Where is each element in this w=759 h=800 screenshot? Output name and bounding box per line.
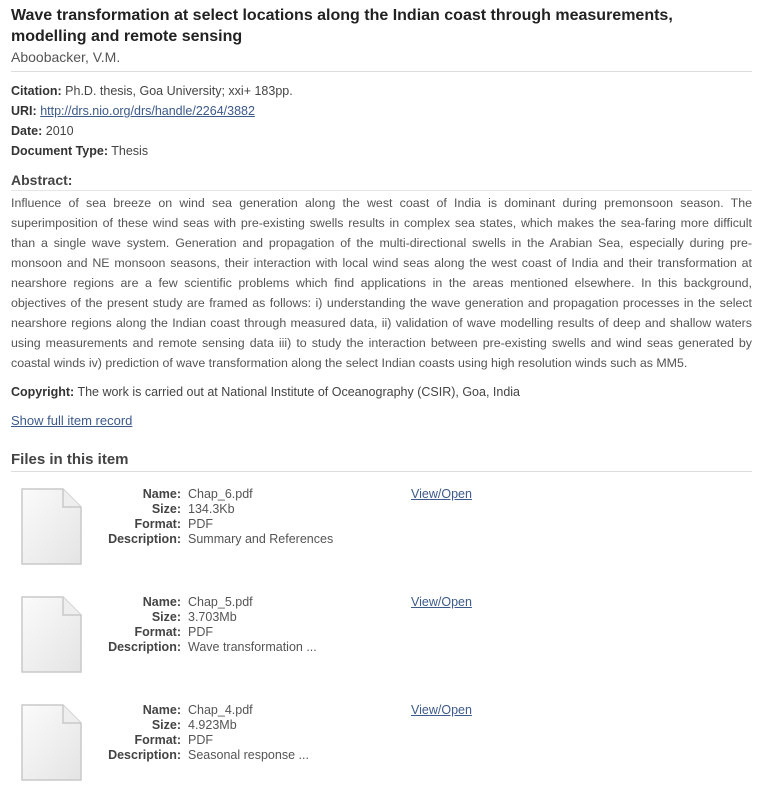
citation-label: Citation: (11, 84, 62, 98)
file-format-label: Format: (134, 517, 181, 531)
title-divider (11, 71, 752, 72)
uri-row (11, 101, 752, 121)
copyright-value: The work is carried out at National Institute of Oceanography (CSIR), Goa, India (77, 385, 521, 399)
file-name-value: Chap_5.pdf (188, 595, 253, 609)
file-description-value: Seasonal response ... (188, 748, 309, 762)
file-details (101, 487, 401, 547)
file-description-label: Description: (108, 640, 181, 654)
file-description-row (101, 748, 401, 763)
file-size-row (101, 718, 401, 733)
file-name-row (101, 487, 401, 502)
uri-link[interactable]: http://drs.nio.org/drs/handle/2264/3882 (40, 104, 255, 118)
file-size-label: Size: (151, 502, 181, 516)
file-description-value: Wave transformation ... (188, 640, 317, 654)
file-description-value: Summary and References (188, 532, 334, 546)
file-item (11, 472, 752, 580)
abstract-heading: Abstract: (11, 172, 73, 188)
file-description-row (101, 532, 401, 547)
file-description-row (101, 640, 401, 655)
item-page (0, 5, 752, 796)
file-format-label: Format: (134, 625, 181, 639)
file-size-value: 134.3Kb (188, 502, 235, 516)
file-size-value: 4.923Mb (188, 718, 237, 732)
date-row (11, 121, 752, 141)
file-size-value: 3.703Mb (188, 610, 237, 624)
file-size-label: Size: (151, 610, 181, 624)
file-name-value: Chap_6.pdf (188, 487, 253, 501)
file-description-label: Description: (108, 748, 181, 762)
file-format-row (101, 733, 401, 748)
file-size-row (101, 502, 401, 517)
file-format-label: Format: (134, 733, 181, 747)
file-description-label: Description: (108, 532, 181, 546)
doctype-label: Document Type: (11, 144, 108, 158)
file-format-value: PDF (188, 517, 213, 531)
file-details (101, 595, 401, 655)
file-list (11, 472, 752, 796)
file-name-label: Name: (142, 595, 181, 609)
file-name-row (101, 703, 401, 718)
abstract-divider (11, 190, 752, 191)
file-format-row (101, 517, 401, 532)
file-size-row (101, 610, 401, 625)
date-label: Date: (11, 124, 43, 138)
date-value: 2010 (45, 124, 74, 138)
item-author: Aboobacker, V.M. (11, 49, 121, 65)
document-file-icon[interactable] (19, 595, 83, 675)
copyright-label: Copyright: (11, 385, 75, 399)
file-item (11, 580, 752, 688)
citation-row (11, 81, 752, 101)
document-file-icon[interactable] (19, 703, 83, 783)
doctype-row (11, 141, 752, 161)
file-name-label: Name: (142, 487, 181, 501)
file-format-row (101, 625, 401, 640)
metadata-block (11, 81, 752, 161)
file-item (11, 688, 752, 796)
copyright-row (11, 382, 752, 402)
file-name-label: Name: (142, 703, 181, 717)
file-details (101, 703, 401, 763)
abstract-text: Influence of sea breeze on wind sea generation along the west coast of India is dominant during premonsoon season. The superimposition of these wind seas with pre-existing swells results in complex sea states, which makes the sea-faring more difficult than a single wave system. Generation and propagation of the multi-directional swells in the Arabian Sea, especially during pre-monsoon and NE monsoon seasons, their interaction with local wind seas along the west coast of India and their transformation at nearshore regions are a few scientific problems which find applications in the areas mentioned elsewhere. In this background, objectives of the present study are framed as follows: i) understanding the wave generation and propagation processes in the select nearshore regions along the Indian coast through measured data, ii) validation of wave modelling results of deep and shallow waters using measurements and remote sensing data iii) to study the interaction between pre-existing swells and wind seas generated by coastal winds iv) prediction of wave transformation along the select Indian coasts using high resolution winds such as MM5. (11, 196, 752, 370)
file-format-value: PDF (188, 625, 213, 639)
document-file-icon[interactable] (19, 487, 83, 567)
view-open-link[interactable]: View/Open (411, 703, 472, 717)
file-name-value: Chap_4.pdf (188, 703, 253, 717)
uri-label: URI: (11, 104, 37, 118)
citation-value: Ph.D. thesis, Goa University; xxi+ 183pp. (65, 84, 293, 98)
file-format-value: PDF (188, 733, 213, 747)
show-full-record-link[interactable]: Show full item record (11, 413, 133, 428)
view-open-link[interactable]: View/Open (411, 595, 472, 609)
item-title: Wave transformation at select locations along the Indian coast through measurements, modelling and remote sensing (11, 7, 673, 45)
file-size-label: Size: (151, 718, 181, 732)
files-heading: Files in this item (11, 451, 129, 468)
view-open-link[interactable]: View/Open (411, 487, 472, 501)
doctype-value: Thesis (111, 144, 149, 158)
show-full-record (11, 411, 752, 431)
file-name-row (101, 595, 401, 610)
